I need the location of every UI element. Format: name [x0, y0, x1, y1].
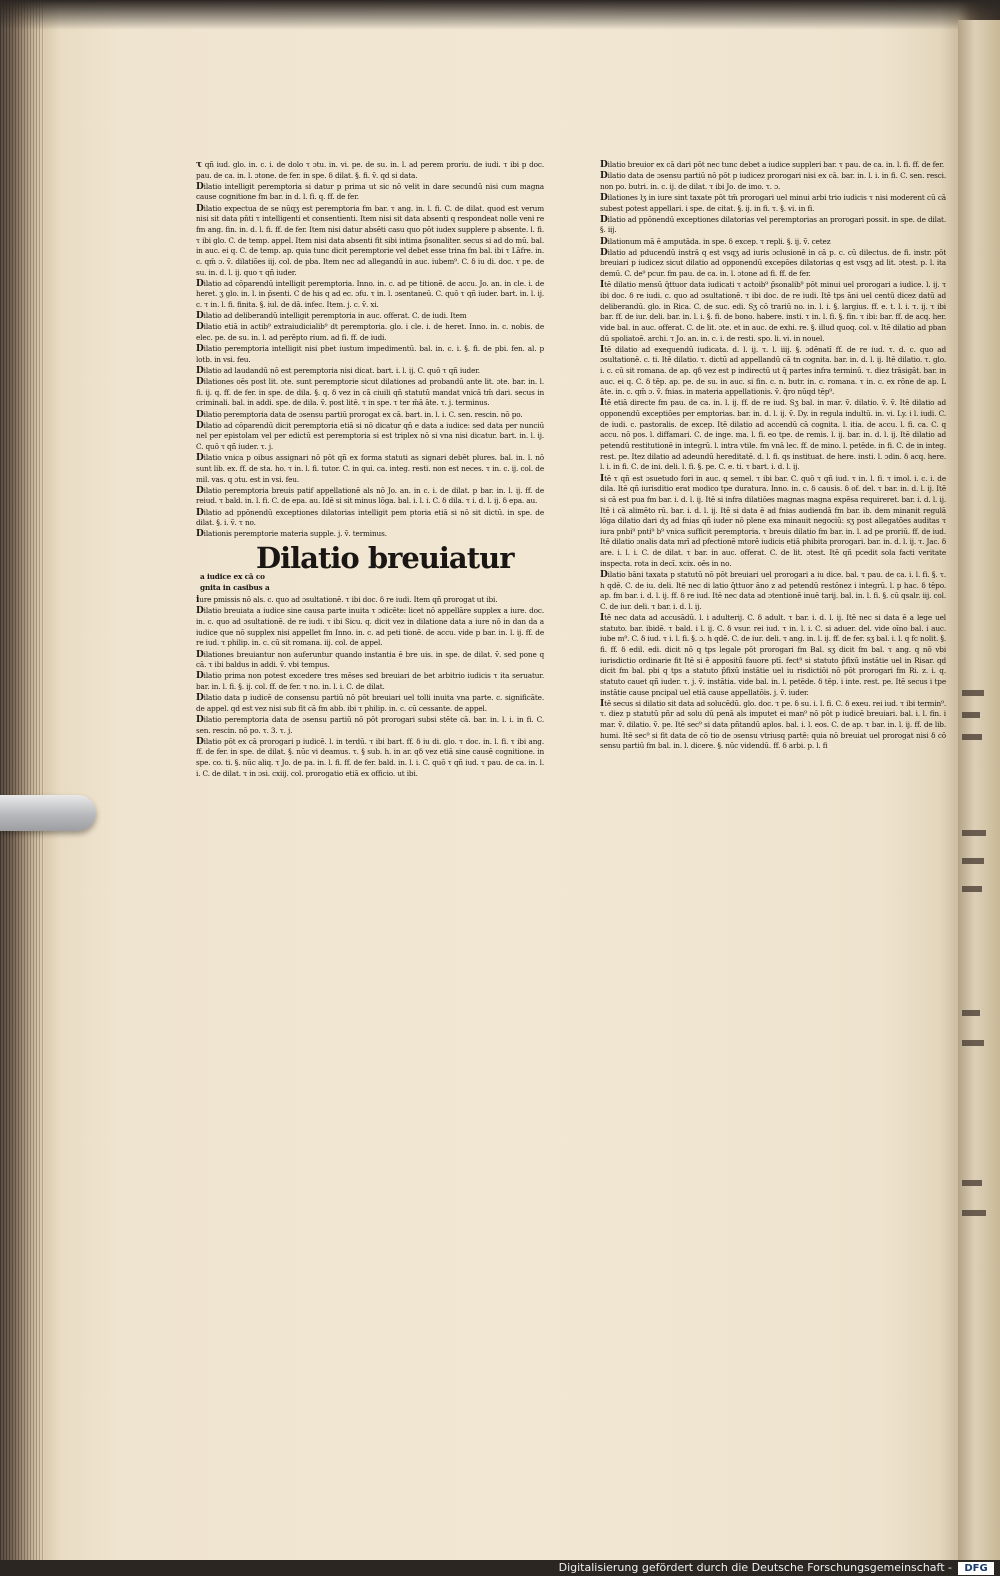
footer-text: Digitalisierung gefördert durch die Deutsche Forschungsgemeinschaft - [558, 1561, 952, 1574]
heading-tail: a iudice ex cā co gnita in casibus a [200, 571, 270, 592]
facing-page-fragment [962, 830, 986, 836]
text-paragraph: Itē nec data ad accusādū. l. i adulterij. C. δ adult. τ bar. i. d. l. ij. Itē nec si data ē a lege uel statuto. bar. ibidē. τ bald. i l. ij. C. δ vsur. rei iud. τ in. l. i. C. si aduer. del. vide oīno bal. i auc. iube m⁹. C. δ iud. τ i. l. fi. §. ɔ. h qdē. C. de iur. deli. τ ang. in. l. ij. ff. de fer. sʒ bal. i. l. q fc nolit. §. fi. ff. δ edil. edi. dicit nō q tps legale pōt prorogari fm Bal. sʒ dicit fm bal. τ ang. q nō vbi iurisdictio ordinarie fit Itē si ē appositū fauore ptī. fect⁹ si statuto p̄fixū instātie uel in Risar. qd dicit fm bal. pbi q tps a statuto p̄fixū instātie uel iu risdictiōi nō pōt prorogari fm Ri. z. i. q. statuto cauet qñ iuder. τ. j. ṽ. instātia. vide bal. in. l. petēde. δ tēp. i inte. rest. pe. Itē secus i tpe instātie cause pncipal uel etiā cause appellatōis. j. ṽ. iuder. [600, 613, 946, 697]
text-paragraph: Dilatio intelligit peremptoria si datur p prima ut sic nō velit in dare secundū nisi cum magna cause cognitione fm bar. in d. l. fi. q. ff. de fer. [196, 181, 544, 202]
text-paragraph: Dilatio pōt ex cā prorogari p iudicē. l. in terdū. τ ibi bart. ff. δ iu di. glo. τ doc. in. l. fi. τ ibi ang. ff. de fer. in spe. de dilat. §. nūc vi deamus. τ. § sub. h. in ar. qδ vez etiā sine causē cognitione. in spe. co. ti. §. nūc aliq. τ Jo. de pa. in. l. fi. ff. de fer. bald. in. l. i. C. quō τ qñ iud. τ pau. de ca. in. l. i. C. de dilat. τ in ɔsi. cxiij. col. prorogatio etiā ex officio. ut ibi. [196, 736, 544, 778]
facing-page-fragment [962, 712, 980, 718]
text-paragraph: Dilatio ad ppōnendū exceptiones dilatorias intelligit pem ptoria etiā si nō sit dictū. in spe. de dilat. §. i. ṽ. τ no. [196, 507, 544, 528]
text-paragraph: Dilatio peremptoria intelligit nisi pbet iustum impedimentū. bal. in. c. i. §. fi. de pbi. fen. al. p lotb. in vsi. feu. [196, 344, 544, 364]
text-paragraph: Dilationis peremptorie materia supple. j. ṽ. terminus. [196, 529, 387, 540]
text-paragraph: Dilatio etiā in actib⁹ extraiudicialib⁹ dt peremptoria. glo. i cle. i. de heret. Inno. in. c. nobis. de elec. pe. de su. in. l. ad perēpto rium. ad fi. ff. de iudi. [196, 322, 544, 342]
text-paragraph: τ qñ iud. glo. in. c. i. de dolo τ ɔtu. in. vi. pe. de su. in. l. ad perem proriu. de iudi. τ ibi p doc. pau. de ca. in. l. ɔtone. de fer. in spe. δ dilat. §. fi. ṽ. qd si data. [196, 160, 544, 180]
text-paragraph: Dilatio peremptoria breuis patif appellationē als nō Jo. an. in c. i. de dilat. p bar. in. l. ij. ff. de reiud. τ bald. in. l. fi. C. de epa. au. Idē si sit minus lōga. bal. i. l. i. C. δ dila. τ i. d. l. ij. δ epa. au. [196, 485, 544, 506]
dfg-logo: DFG [958, 1562, 994, 1575]
facing-page-fragment [962, 886, 982, 892]
text-paragraph: Dilatio ad laudandū nō est peremptoria nisi dicat. bart. i. l. ij. C. quō τ qñ iuder. [196, 365, 480, 376]
text-paragraph: Dilatio prima non potest excedere tres mēses sed breuiari de bet arbitrio iudicis τ ita seruatur. bar. in. l. fi. §. ij. col. ff. de fer. τ no. in. l. i. C. de dilat. [196, 671, 544, 692]
facing-page-fragment [962, 1040, 984, 1046]
left-paragraphs [196, 160, 544, 540]
text-paragraph: Dilatio peremptoria data de ɔsensu partiū prorogat ex cā. bart. in. l. i. C. sen. rescin. nō po. [196, 409, 523, 420]
text-paragraph: Dilatio peremptoria data de ɔsensu partiū nō pōt prorogari subsi stēte cā. bar. in. l. i. in fi. C. sen. rescin. nō po. τ. 3. τ. j. [196, 715, 544, 735]
heading-initial: Dilatio breuiatur [256, 540, 514, 575]
section-heading [196, 540, 544, 593]
facing-page-fragment [962, 858, 984, 864]
right-paragraphs [600, 160, 946, 752]
text-paragraph: Itē etiā directe fm pau. de ca. in. l. ij. ff. de re iud. Sʒ bal. in mar. ṽ. dilatio. ṽ. ṽ. Itē dilatio ad opponendū exceptiōes per emptorias. bar. in. d. l. ij. ṽ. Dy. in regula indultū. in. vi. Ly. i l. iudi. C. de iudi. c. pastoralis. de excep. Itē dilatio ad accendū cā cognita. l. itia. de accu. l. fi. ca. C. q accu. nō pos. l. diffamari. C. de inge. ma. l. fi. eo tpe. de remis. l. ij. bar. in. d. l. ij. Itē dilatio ad petendū restitutionē in integrū. l. intra vtile. fm vnā lec. ff. de mino. l. petēde. in fi. C. de in integ. rest. pe. Itez dilatio ad adeundū hereditatē. d. l. fi. qs instituat. de here. insti. l. ɔdin. δ acq. here. l. i. in fi. C. de ini. deli. l. fi. §. pe. C. e. ti. τ bart. i. d. l. ij. [600, 398, 946, 472]
text-paragraph: Dilationes lʒ in iure sint taxate pōt tm̄ prorogari uel minui arbi trio iudicis τ nisi moderent cū cā subest potest appellari. i spe. de citat. §. ij. in fi. τ. §. vi. in fi. [600, 192, 946, 213]
facing-page-fragment [962, 1010, 980, 1016]
text-paragraph: Dilatio bāni taxata p statutū nō pōt breuiari uel prorogari a iu dice. bal. τ pau. de ca. i. l. fi. §. τ. h qdē. C. de iu. deli. Itē nec di latio q̄ttuor āno z ad petendū restōnez i integrū. l. p hac. δ tēpo. ap. fm bar. i. d. l. ij. ff. δ re iud. Itē nec data ad ɔtentionē inuē tarij. bal. in. l. fi. §. cū qsalr. iij. col. C. de iur. deli. τ bar. i. d. l. ij. [600, 569, 946, 611]
text-paragraph: Dilatio ad cōparendū intelligit peremptoria. Inno. in. c. ad pe titionē. de accu. Jo. an. in cle. i. de heret. ʒ glo. in. l. in p̄senti. C de his q ad ec. ɔfu. τ in. l. ɔsentaneū. C. quō τ qñ iuder. bart. in. l. ij. c. τ in. l. fi. finita. §. iul. de dā. infec. Item. j. c. ṽ. xi. [196, 278, 544, 310]
text-paragraph: Dilatio vnica p oibus assignari nō pōt qñ ex forma statuti as signari debēt plures. bal. in. l. nō sunt lib. ex. ff. de sta. ho. τ in. l. fi. tutor. C. in qui. ca. integ. resti. non est neces. τ in. c. ij. col. de mil. vas. q ɔtu. est in vsi. feu. [196, 453, 544, 484]
facing-page-edge [958, 20, 1000, 1560]
right-text-column [600, 160, 946, 753]
facing-page-fragment [962, 734, 982, 740]
facing-page-fragment [962, 690, 984, 696]
text-paragraph: Itē dilatio ad exequendū iudicata. d. l. ij. τ. l. iiij. §. ɔdēnatī ff. de re iud. τ. d. c. quo ad ɔsultationē. c. ti. Itē dilatio. τ. dictū ad appellandū cā tn cognita. bar. in. d. l. ij. Itē dilatio. τ. glo. i. c. cū sit romana. de ap. qδ vez est p indirectū ut q̄ partes infra terminū. τ. diez trāsigāt. bar. in auc. ei q. C. δ tēp. ap. pe. de su. in auc. si fin. c. n. butr. in. c. romana. τ in. c. ex rōne de ap. L āte. in. c. qm̄ ɔ. ṽ. fnias. in materia appellationis. ṽ. q̄ro nūqd tēp⁹. [600, 344, 946, 397]
left-text-column [196, 160, 544, 780]
text-paragraph: Dilationes oēs post lit. ɔte. sunt peremptorie sicut dilationes ad probandū ante lit. ɔte. bar. in. l. fi. ij. q. ff. de fer. in spe. de dila. §. q. δ vez in cā ciuili qñ statutū mandat vnicā tm̄ dari. secus in criminali. bal. in addi. spe. de dila. ṽ. post litē. τ in spe. τ ter m̄ā āte. τ. j. terminus. [196, 377, 544, 408]
text-paragraph: Dilationes breuiantur non auferuntur quando instantia ē bre uis. in spe. de dilat. ṽ. sed pone q cā. τ ibi baldus in addi. ṽ. vbi tempus. [196, 649, 544, 670]
top-shadow [0, 0, 1000, 30]
text-paragraph: Dilatio ad ppōnendū exceptiones dilatorias vel peremptorias an prorogari possit. in spe. de dilat. §. iij. [600, 214, 946, 235]
footer-bar [0, 1560, 1000, 1576]
text-paragraph: Dilatio breuiata a iudice sine causa parte inuita τ ɔdicēte: licet nō appellāre supplex a iure. doc. in. c. quo ad ɔsultationē. de re iudi. τ ibi Sicu. q. dicit vez in dilatione data a iure nō in dan da a iudice que nō supplex nisi appellet fm Inno. in. c. ad peti tionē. de accu. vide p bar. in. l. ij. ff. de re iud. τ philip. in. c. cū sit romana. iij. col. de appel. [196, 606, 544, 648]
text-paragraph: Dilatio expectua de se nūqʒ est peremptoria fm bar. τ ang. in. l. fi. C. de dilat. quod est verum nisi sit data pn̄ti τ intelligenti et consentienti. Item nisi sit data absenti q respondeat nolle veni re fm ang. fin. in. d. l. fi. ff. de fer. Item nisi datur absēti casu quo pōt iudex supplere p absente. l. fi. τ ibi glo. C. de temp. appel. Item nisi data absenti fit sibi intima p̄sonaliter. secus si ad do mū. bal. in auc. ei q. C. de temp. ap. quia tunc dicit peremptorie vel debet esse trina fm bal. ibi τ Lāfre. in. c. qm̄ ɔ. ṽ. dilatiões iij. col. de pba. Item nec ad allegandū in auc. iubem⁹. C. δ iu di. doc. τ pe. de su. in. d. l. ij. quo τ qñ iuder. [196, 203, 544, 277]
text-paragraph: iure pmissis nō als. c. quo ad ɔsultationē. τ ibi doc. δ re iudi. Item qñ prorogat ut ibi. [196, 595, 498, 606]
text-paragraph: Itē secus si dilatio sit data ad solucēdū. glo. doc. τ pe. δ su. i. l. fi. C. δ exeu. rei iud. τ ibi termin⁹. τ. diez p statutū pñr ad solu dū penā als imputet ei man⁹ nō pōt p iudicē breuiari. bal. i. l. fin. i mar. ṽ. dilatio. ṽ. pe. Itē sec⁹ si data pñtandū aplos. bal. i. l. eos. C. de ap. τ bar. in. l. ij. ff. de lib. humi. Itē sec⁹ si fit data de cō tio de ɔsensu vtriusq partē: quia nō breuiat uel prorogat nisi δ cō sensu partiū fm bal. in. l. dicere. §. nūc videndū. ff. δ arbi. p. l. fi [600, 698, 946, 751]
facing-page-fragment [962, 1210, 986, 1216]
text-paragraph: Itē τ qñ est ɔsuetudo fori in auc. q semel. τ ibi bar. C. quō τ qñ iud. τ in. l. fi. τ imol. i. c. i. de dila. Itē qñ iurisditio erat modico tpe duratura. Inno. in. c. δ causis. δ of. del. τ bar. in. d. l. ij. Itē si cā est pua fm bar. i. d. l. ij. Itē si infra dilatiōes magnas magna expēsa requireret. bar. i. d. l. ij. Itē i cā alimēto rū. bar. i. d. l. ij. Itē si data ē ad fnias audiendā fm bar. ib. dem minanit regulā lōga dilatio dari dʒ ad fnias qñ iuder nō plene exa minauit negociū: sʒ post allegatões auditas τ iura pnbi⁹ pnti⁹ b⁹ vnica sufficit peremptoria. τ breuis dilatio fm bar. in. l. ad pe proriū. ff. de iud. Itē dilatio ɔnalis data mrī ad pfectionē mtorē iudicis etiā phibita prorogari. bar. in. d. l. ij. τ. Jac. δ are. i. l. i. C. de dilat. τ bar. in auc. offerat. C. de lit. ɔtest. Itē qñ pcedit sola facti veritate inspecta. rota in decī. xcix. oēs in no. [600, 473, 946, 568]
text-paragraph: Dilatio breuior ex cā dari pōt nec tunc debet a iudice suppleri bar. τ pau. de ca. in. l. fi. ff. de fer. [600, 160, 945, 170]
text-paragraph: Dilatio ad deliberandū intelligit peremptoria in auc. offerat. C. de iudi. Item [196, 311, 467, 322]
page-clip [0, 795, 96, 831]
text-paragraph: Dilatio ad pducendū instrā q est vsqʒ ad iuris ɔclusionē in cā p. c. cū dilectus. de fi. instr. pōt breuiari p iudicez sicut dilatio ad opponendū excepōes dilatorias q est vsqʒ ad lit. ɔtest. p. l. ita demū. C. de⁹ pcur. fm pau. de ca. in. l. ɔtone ad fi. ff. de fer. [600, 247, 946, 279]
facing-page-fragment [962, 1180, 982, 1186]
left-paragraphs-after [196, 595, 544, 779]
text-paragraph: Dilatio data p iudicē de consensu partiū nō pōt breuiari uel tolli inuita vna parte. c. significāte. de appel. qd est vez nisi sub fit cā fm abb. ibi τ philip. in. c. cū cessante. de appel. [196, 693, 544, 713]
page-edges [0, 0, 44, 1560]
text-paragraph: Dilationum mā ē amputāda. in spe. δ excep. τ repli. §. ij. ṽ. cetez [600, 236, 831, 247]
text-paragraph: Dilatio data de ɔsensu partiū nō pōt p iudicez prorogari nisi ex cā. bar. in. l. i. in fi. C. sen. resci. non po. butri. in. c. ij. de dilat. τ ibi Jo. de imo. τ. ɔ. [600, 171, 946, 191]
text-paragraph: Dilatio ad cōparendū dicit peremptoria etiā si nō dicatur qñ e data a iudice: sed data per nunciū nel per epistolam vel per edictū est peremptoria si est triplex nō si vna nisi dicatur. bart. in. l. ij. C. quō τ qñ iuder. τ. j. [196, 420, 544, 452]
text-paragraph: Itē dilatio mensū q̄ttuor data iudicati τ actoib⁹ p̄sonalib⁹ pōt minui uel prorogari a iudice. l. ij. τ ibi doc. δ re iudi. c. quo ad ɔsultationē. τ ibi doc. de re iudi. Itē tps āni uel centū dicez datū ad deliberandū. glo. in Rica. C. de suc. edi. Sʒ cō trariū no. in. l. i. §. largius. ff. e. t. l. i. τ. ij. τ ibi bar. ff. de iur. deli. bar. in. l. i. §. fi. de bono. habere. insti. τ in. l. fi. §. fin. τ ibi: bar. ff. de acq. her. vide bal. in auc. offerat. C. de lit. ɔte. et in auc. de exhi. re. §. illud quoq. col. v. Itē dilatio ad pban dū spoliatoē. archi. τ Jo. an. in. c. i. de resti. spo. li. vi. in nouel. [600, 280, 946, 343]
